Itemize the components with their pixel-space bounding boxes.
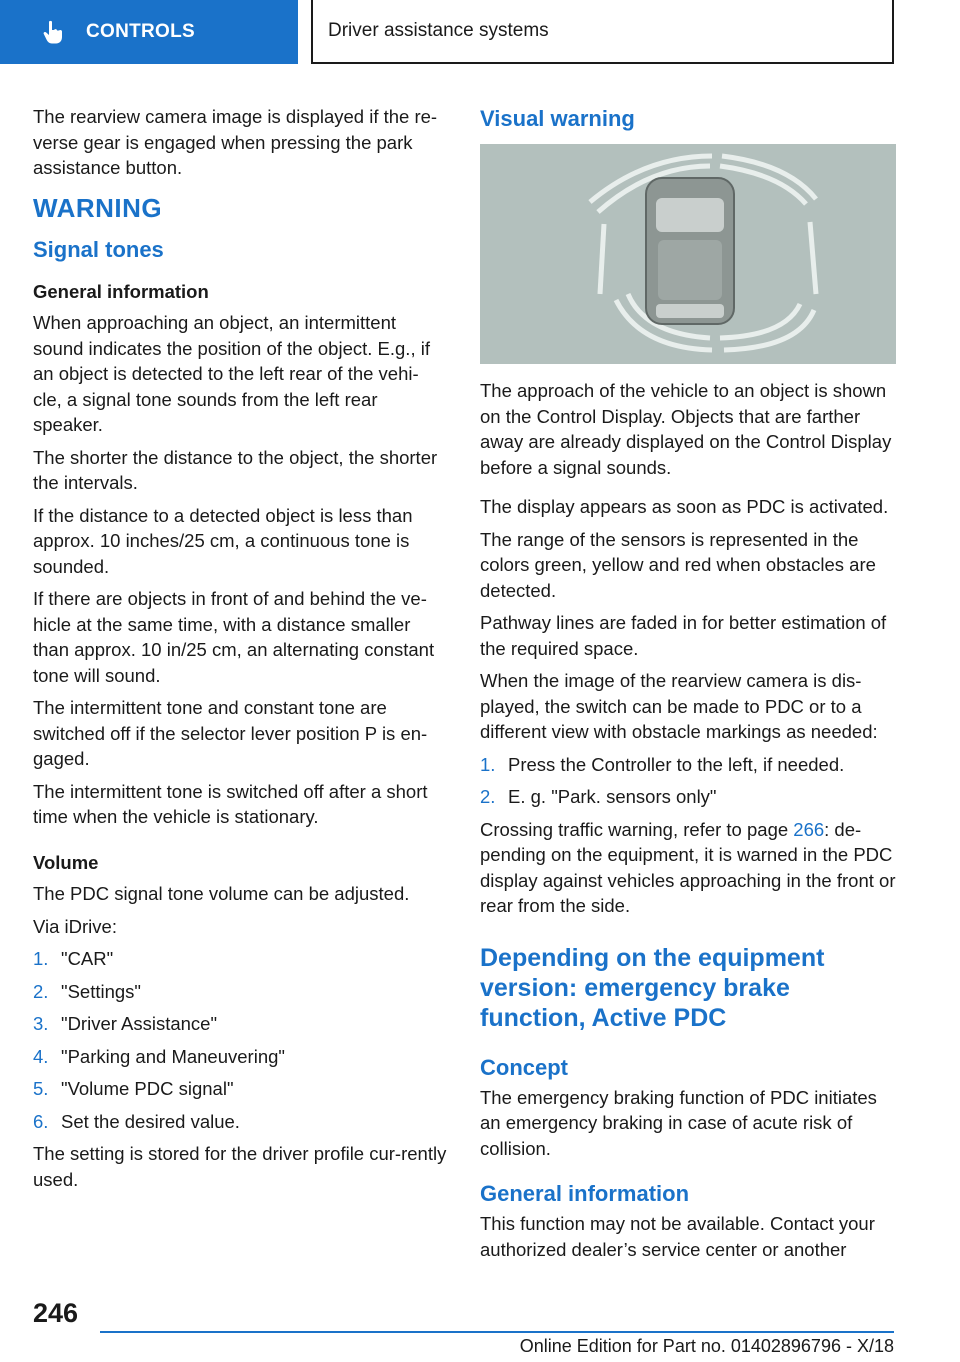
paragraph: When the image of the rearview camera is dis-played, the switch can be made to PDC or to a different view with obstacle markings as needed: — [480, 670, 878, 742]
paragraph: The emergency braking function of PDC initiates an emergency braking in case of acute risk of collision. — [480, 1086, 877, 1159]
page-number: 246 — [33, 1298, 79, 1328]
step-text: "Volume PDC signal" — [61, 1078, 234, 1099]
hand-pointer-icon — [40, 19, 66, 45]
left-column — [33, 104, 447, 1199]
paragraph: The approach of the vehicle to an object is shown on the Control Display. Objects that are farther away are already displayed on the Control Display before a signal sounds. — [480, 380, 892, 478]
step-text: "Driver Assistance" — [61, 1013, 218, 1034]
paragraph: When approaching an object, an intermittent sound indicates the position of the object. E.g., if an object is detected to the left rear of the vehi-cle, a signal tone sounds from the left rear speaker. — [33, 312, 430, 435]
step-number: 3. — [33, 1013, 49, 1034]
subheading-general-information: General information — [480, 1181, 690, 1206]
paragraph: If the distance to a detected object is less than approx. 10 inches/25 cm, a continuous tone is sounded. — [33, 504, 413, 577]
step-number: 4. — [33, 1045, 49, 1067]
text: Crossing traffic warning, refer to page — [480, 818, 794, 840]
paragraph: Pathway lines are faded in for better estimation of the required space. — [480, 612, 887, 659]
subheading-concept: Concept — [480, 1054, 568, 1080]
step-text: Set the desired value. — [61, 1110, 240, 1132]
footer-edition: Online Edition for Part no. 01402896796 - X/18 — [519, 1336, 894, 1356]
step-number: 2. — [33, 980, 49, 1002]
warning-heading: WARNING — [33, 192, 163, 223]
page-reference-link[interactable]: 266 — [793, 818, 825, 840]
step-text: "Settings" — [61, 980, 141, 1002]
text: : de-pending on the equipment, it is warned in the PDC display against vehicles approaching in the front or rear from the side. — [480, 818, 896, 916]
list-item — [33, 979, 447, 1005]
list-item — [480, 752, 896, 778]
list-item — [33, 1076, 447, 1102]
paragraph: The PDC signal tone volume can be adjusted. — [33, 883, 410, 904]
paragraph: This function may not be available. Contact your authorized dealer’s service center or another — [480, 1213, 875, 1260]
breadcrumb-label: Driver assistance systems — [328, 20, 549, 41]
paragraph: The display appears as soon as PDC is activated. — [480, 496, 889, 517]
section-heading-emergency-brake: Depending on the equipment version: emergency brake function, Active PDC — [480, 943, 825, 1032]
list-item — [480, 784, 896, 810]
list-item — [33, 1044, 447, 1070]
step-number: 1. — [33, 948, 49, 969]
step-text: Press the Controller to the left, if needed. — [508, 753, 845, 775]
section-heading-signal-tones: Signal tones — [33, 236, 164, 262]
step-number: 6. — [33, 1110, 49, 1132]
paragraph: The rearview camera image is displayed if the re-verse gear is engaged when pressing the park assistance button. — [33, 106, 438, 178]
section-heading-visual-warning: Visual warning — [480, 106, 635, 131]
paragraph: The intermittent tone and constant tone are switched off if the selector lever position P is en-gaged. — [33, 697, 428, 769]
step-text: E. g. "Park. sensors only" — [508, 786, 717, 807]
breadcrumb — [311, 0, 894, 64]
step-text: "Parking and Maneuvering" — [61, 1045, 285, 1067]
right-column — [480, 104, 896, 1269]
paragraph — [480, 817, 896, 919]
paragraph: Via iDrive: — [33, 915, 117, 937]
paragraph: The range of the sensors is represented in the colors green, yellow and red when obstacles are detected. — [480, 528, 876, 601]
list-item — [33, 1011, 447, 1037]
paragraph: The intermittent tone is switched off after a short time when the vehicle is stationary. — [33, 780, 428, 827]
pdc-display-illustration — [480, 144, 896, 364]
list-item — [33, 946, 447, 972]
pdc-steps-list — [480, 752, 896, 810]
step-number: 5. — [33, 1078, 49, 1099]
section-tab-label: CONTROLS — [86, 21, 196, 42]
section-tab[interactable] — [0, 0, 298, 64]
list-item — [33, 1109, 447, 1135]
paragraph: If there are objects in front of and behind the ve-hicle at the same time, with a distance smaller than approx. 10 in/25 cm, an alternating constant tone will sound. — [33, 588, 435, 686]
idrive-steps-list — [33, 946, 447, 1134]
paragraph: The shorter the distance to the object, the shorter the intervals. — [33, 446, 438, 493]
step-number: 2. — [480, 786, 496, 807]
step-text: "CAR" — [61, 948, 114, 969]
footer-divider — [100, 1331, 894, 1333]
step-number: 1. — [480, 753, 496, 775]
subheading-general-information: General information — [33, 280, 209, 302]
subheading-volume: Volume — [33, 851, 99, 873]
paragraph: The setting is stored for the driver profile cur-rently used. — [33, 1143, 447, 1190]
